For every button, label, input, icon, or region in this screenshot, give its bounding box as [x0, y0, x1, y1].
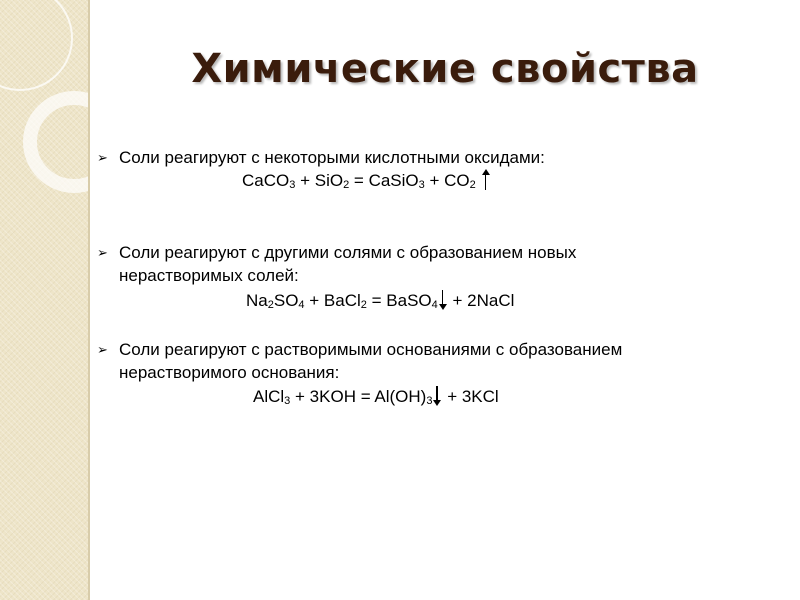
equation-2: $Na_2SO_4$ + BaCl$_2$ = BaSO$_4$ + 2NaCl: [246, 291, 515, 311]
down-arrow-icon: [433, 386, 441, 406]
arrowhead-bullet-icon: ➢: [97, 245, 108, 260]
bullet-text-line2: нерастворимого основания:: [119, 363, 340, 382]
bullet-text-line1: Соли реагируют с другими солями с образованием новых: [119, 243, 577, 262]
arrowhead-bullet-icon: ➢: [97, 150, 108, 165]
down-arrow-icon: [439, 290, 447, 310]
bullet-text-line1: Соли реагируют с растворимыми основаниями с образованием: [119, 340, 623, 359]
decorative-circles: [0, 0, 88, 600]
bullet-text-line2: нерастворимых солей:: [119, 266, 299, 285]
up-arrow-icon: [482, 170, 490, 190]
decorative-side-band: [0, 0, 88, 600]
equation-3: AlCl$_3$ + $3KOH = Al(OH)_3$ + 3KCl: [253, 387, 499, 407]
arrowhead-bullet-icon: ➢: [97, 342, 108, 357]
equation-1: CaCO$_3$ + SiO$_2$ = CaSiO$_3$ + $CO_2$: [242, 170, 491, 191]
slide-title: Химические свойства: [191, 46, 699, 92]
bullet-text-line1: Соли реагируют с некоторыми кислотными оксидами:: [119, 148, 545, 167]
